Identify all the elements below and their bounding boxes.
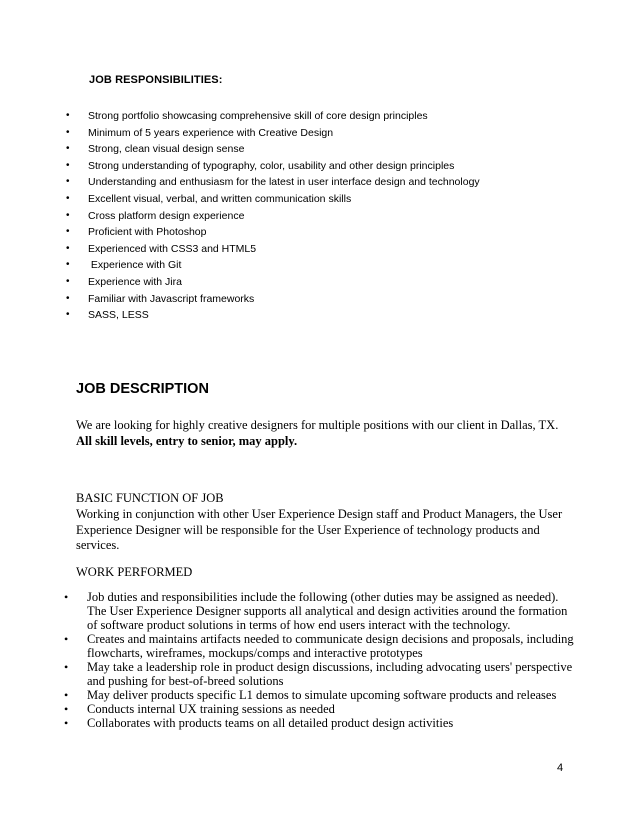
page-number: 4	[557, 762, 564, 774]
list-item-text: Strong, clean visual design sense	[88, 143, 245, 156]
list-item-text: Collaborates with products teams on all detailed product design activities	[87, 716, 454, 730]
responsibilities-heading: JOB RESPONSIBILITIES:	[89, 74, 223, 86]
list-item	[64, 702, 574, 716]
work-performed-list	[64, 590, 574, 730]
bullet-icon: •	[64, 632, 69, 646]
bullet-icon: •	[66, 242, 70, 254]
list-item-text: Experience with Jira	[88, 275, 182, 288]
list-item	[66, 224, 586, 241]
list-item	[64, 716, 574, 730]
list-item-text: SASS, LESS	[88, 309, 149, 322]
list-item	[66, 141, 586, 158]
list-item-text: Experienced with CSS3 and HTML5	[88, 242, 257, 255]
job-description-text: We are looking for highly creative designers for multiple positions with our client in Dallas, TX.	[76, 418, 559, 432]
list-item-text: Job duties and responsibilities include the following (other duties may be assigned as needed). The User Experience Designer supports all analytical and design activities around the formation of software product solutions in terms of how end users interact with the technology.	[87, 590, 568, 632]
bullet-icon: •	[64, 688, 69, 702]
list-item	[66, 307, 586, 324]
list-item-text: Excellent visual, verbal, and written communication skills	[88, 192, 352, 205]
bullet-icon: •	[66, 110, 70, 121]
list-item-text: Understanding and enthusiasm for the latest in user interface design and technology	[88, 176, 480, 189]
basic-function-heading: BASIC FUNCTION OF JOB	[76, 491, 224, 505]
job-description-heading: JOB DESCRIPTION	[76, 381, 209, 397]
list-item-text: Strong understanding of typography, color, usability and other design principles	[88, 159, 455, 172]
list-item	[66, 158, 586, 175]
bullet-icon: •	[66, 176, 70, 188]
bullet-icon: •	[66, 309, 70, 321]
bullet-icon: •	[66, 159, 70, 171]
work-performed-heading: WORK PERFORMED	[76, 565, 193, 579]
list-item-text: Strong portfolio showcasing comprehensive skill of core design principles	[88, 110, 428, 122]
bullet-icon: •	[66, 275, 70, 287]
list-item	[66, 291, 586, 308]
bullet-icon: •	[66, 192, 70, 204]
bullet-icon: •	[64, 702, 69, 716]
list-item	[64, 632, 574, 660]
responsibilities-list	[66, 108, 586, 324]
list-item	[66, 191, 586, 208]
list-item	[64, 688, 574, 702]
list-item-text: Conducts internal UX training sessions as needed	[87, 702, 335, 716]
basic-function-text: Working in conjunction with other User Experience Design staff and Product Managers, the User Experience Designer will be responsible for the User Experience of technology products and services.	[76, 507, 563, 552]
list-item	[64, 590, 574, 632]
list-item	[66, 125, 586, 142]
list-item	[64, 660, 574, 688]
list-item-text: Cross platform design experience	[88, 209, 245, 222]
list-item-text: Experience with Git	[88, 259, 182, 272]
list-item	[66, 257, 586, 274]
job-description-bold-text: All skill levels, entry to senior, may apply.	[76, 434, 298, 448]
list-item	[66, 274, 586, 291]
bullet-icon: •	[64, 660, 69, 674]
bullet-icon: •	[66, 259, 70, 271]
bullet-icon: •	[66, 226, 70, 238]
list-item-text: May take a leadership role in product design discussions, including advocating users' perspective and pushing for best-of-breed solutions	[87, 660, 573, 688]
list-item	[66, 174, 586, 191]
list-item-text: Familiar with Javascript frameworks	[88, 292, 255, 305]
list-item-text: Creates and maintains artifacts needed to communicate design decisions and proposals, including flowcharts, wireframes, mockups/comps and interactive prototypes	[87, 632, 574, 660]
bullet-icon: •	[66, 209, 70, 221]
bullet-icon: •	[64, 716, 69, 730]
list-item-text: Proficient with Photoshop	[88, 226, 207, 239]
bullet-icon: •	[66, 292, 70, 304]
bullet-icon: •	[66, 126, 70, 138]
list-item	[66, 108, 586, 125]
bullet-icon: •	[66, 143, 70, 155]
bullet-icon: •	[64, 590, 69, 604]
list-item-text: May deliver products specific L1 demos to simulate upcoming software products and releases	[87, 688, 557, 702]
list-item	[66, 208, 586, 225]
list-item-text: Minimum of 5 years experience with Creative Design	[88, 126, 334, 139]
list-item	[66, 241, 586, 258]
